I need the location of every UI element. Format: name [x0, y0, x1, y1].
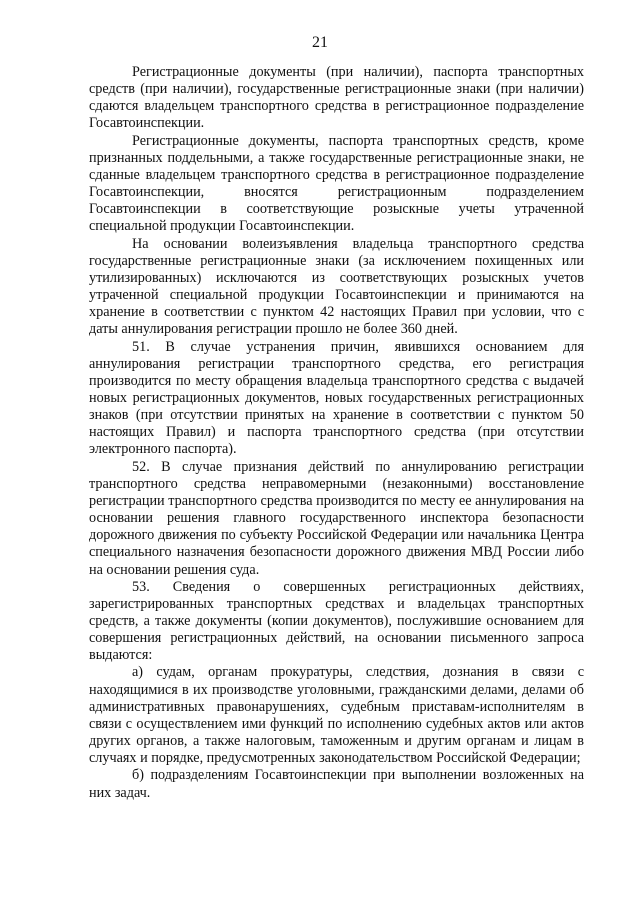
paragraph-clause-53-a: а) судам, органам прокуратуры, следствия, дознания в связи с находящимися в их производстве уголовными, гражданскими делами, делами об административных правонарушениях, судебным приставам-исполнителям в связи с осуществлением ими функций по исполнению судебных актов или актов других органов, а также налоговым, таможенным и другим органам и лицам в случаях и порядке, предусмотренных законодательством Российской Федерации;	[89, 664, 584, 767]
paragraph-registration-documents-return: Регистрационные документы (при наличии), паспорта транспортных средств (при наличии), государственные регистрационные знаки (при наличии) сдаются владельцем транспортного средства в регистрационное подразделение Госавтоинспекции.	[89, 64, 584, 132]
page-number: 21	[312, 34, 328, 51]
paragraph-clause-53: 53. Сведения о совершенных регистрационных действиях, зарегистрированных транспортных средствах и владельцах транспортных средств, а также документы (копии документов), послужившие основанием для совершения регистрационных действий, на основании письменного запроса выдаются:	[89, 578, 584, 664]
paragraph-clause-53-b: б) подразделениям Госавтоинспекции при выполнении возложенных на них задач.	[89, 767, 584, 801]
paragraph-clause-52: 52. В случае признания действий по аннулированию регистрации транспортного средства неправомерными (незаконными) восстановление регистрации транспортного средства производится по месту ее аннулирования на основании решения главного государственного инспектора безопасности дорожного движения по субъекту Российской Федерации или начальника Центра специального назначения безопасности дорожного движения МВД России либо на основании решения суда.	[89, 458, 584, 578]
paragraph-clause-51: 51. В случае устранения причин, явившихся основанием для аннулирования регистрации транспортного средства, его регистрация производится по месту обращения владельца транспортного средства с выдачей новых регистрационных документов, новых государственных регистрационных знаков (при отсутствии принятых на хранение в соответствии с пунктом 50 настоящих Правил) и паспорта транспортного средства (при отсутствии электронного паспорта).	[89, 338, 584, 458]
paragraph-unreturned-documents-search: Регистрационные документы, паспорта транспортных средств, кроме признанных поддельными, а также государственные регистрационные знаки, не сданные владельцем транспортного средства в регистрационное подразделение Госавтоинспекции, вносятся регистрационным подразделением Госавтоинспекции в соответствующие розыскные учеты утраченной специальной продукции Госавтоинспекции.	[89, 132, 584, 235]
document-body	[89, 64, 584, 802]
paragraph-plates-storage: На основании волеизъявления владельца транспортного средства государственные регистрационные знаки (за исключением похищенных или утилизированных) исключаются из соответствующих розыскных учетов утраченной специальной продукции Госавтоинспекции и принимаются на хранение в соответствии с пунктом 42 настоящих Правил при условии, что с даты аннулирования регистрации прошло не более 360 дней.	[89, 235, 584, 338]
